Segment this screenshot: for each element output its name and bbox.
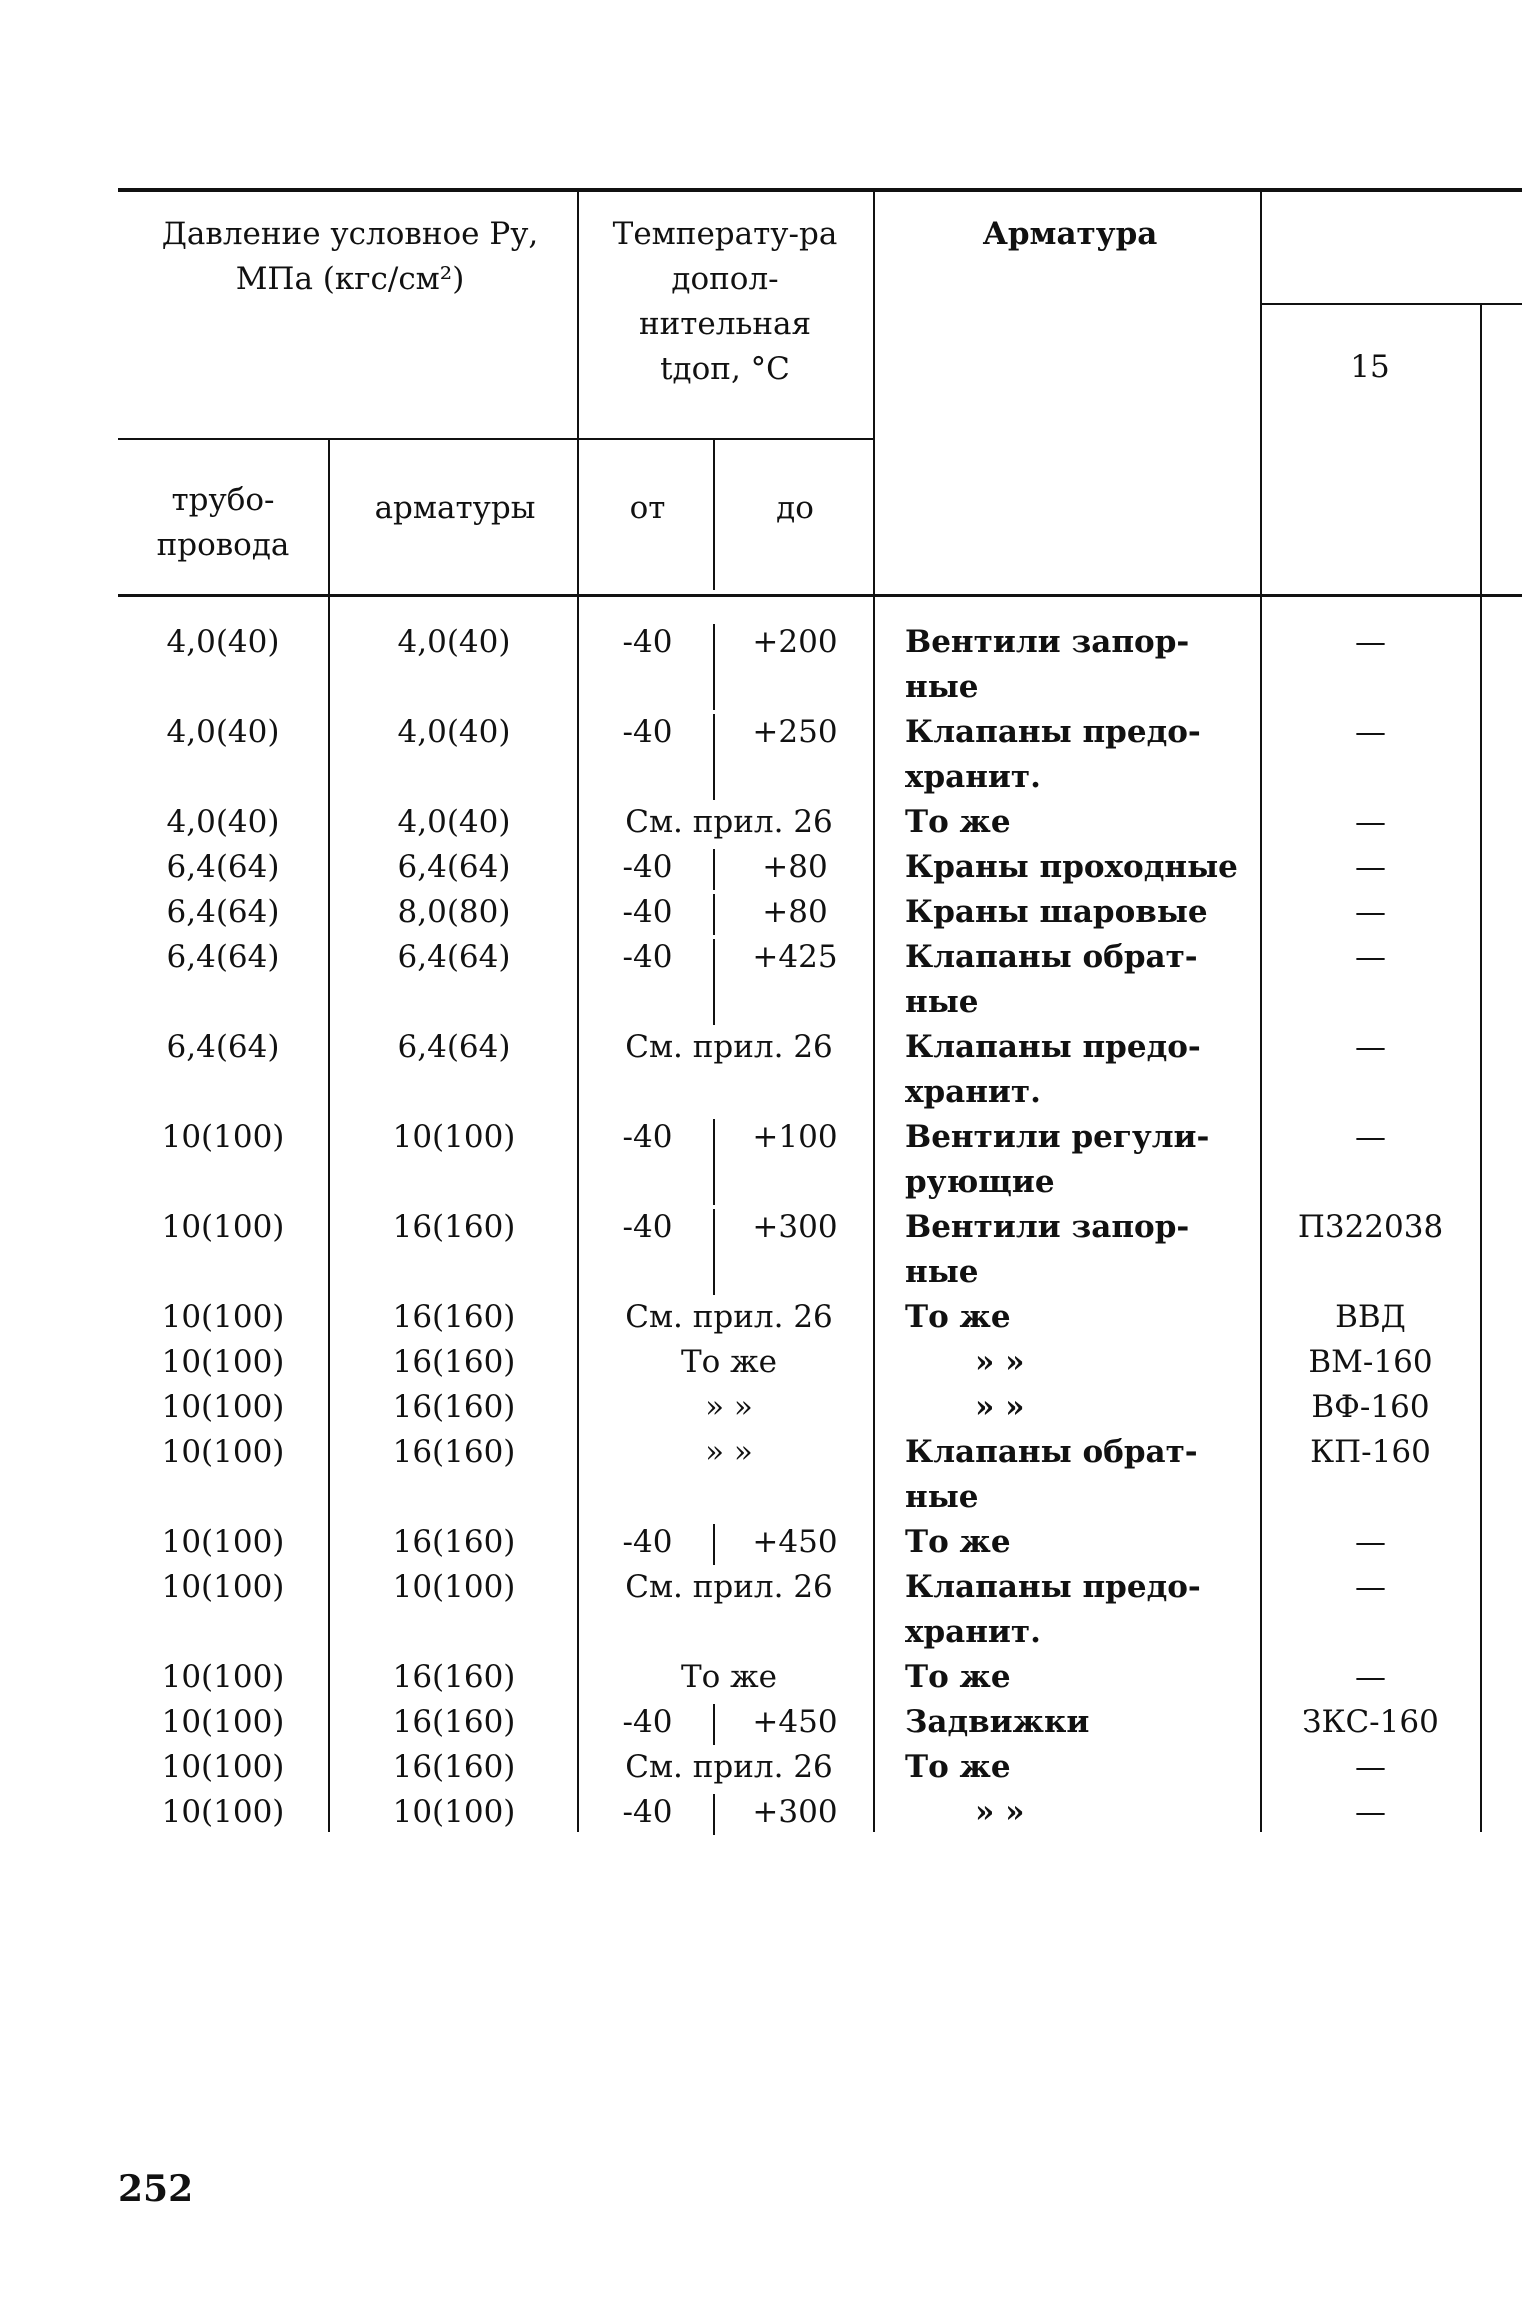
header-pressure: Давление условное Ру, МПа (кгс/см²) [161,216,539,297]
row-1-fitting-name-cont: хранит. [905,759,1041,795]
row-4-temp-from: -40 [622,894,673,930]
row-6-fitting-name-cont: хранит. [905,1074,1041,1110]
row-13-code: — [1355,1524,1386,1560]
col-divider-size [1260,190,1262,1832]
row-15-fitting-pressure: 16(160) [392,1659,516,1695]
row-2-fitting-name: То же [905,804,1011,840]
row-5-pipe-pressure: 6,4(64) [166,939,280,975]
col-divider-pipe [328,440,330,1832]
row-5-fitting-name-cont: ные [905,984,979,1020]
row-7-temp-to: +100 [752,1119,838,1155]
row-3-fitting-name: Краны проходные [905,849,1238,885]
row-2-pipe-pressure: 4,0(40) [166,804,280,840]
row-11-temp-note: » » [705,1389,753,1425]
header-pipeline: трубо-провода [156,482,290,563]
row-11-pipe-pressure: 10(100) [161,1389,285,1425]
row-5-temp-from: -40 [622,939,673,975]
row-4-temp-to: +80 [762,894,828,930]
row-5-temp-divider [713,939,715,1025]
row-8-temp-from: -40 [622,1209,673,1245]
row-10-temp-note: То же [680,1344,778,1380]
row-0-code: — [1355,624,1386,660]
row-17-code: — [1355,1749,1386,1785]
row-3-temp-to: +80 [762,849,828,885]
row-6-code: — [1355,1029,1386,1065]
row-2-temp-note: См. прил. 26 [625,804,833,840]
row-7-code: — [1355,1119,1386,1155]
header-temperature: Температу-ра допол-нительная tдоп, °C [612,216,838,387]
row-12-fitting-name-cont: ные [905,1479,979,1515]
row-0-pipe-pressure: 4,0(40) [166,624,280,660]
row-10-fitting-name: » » [975,1344,1025,1380]
row-17-fitting-pressure: 16(160) [392,1749,516,1785]
row-0-fitting-pressure: 4,0(40) [397,624,511,660]
row-18-fitting-name: » » [975,1794,1025,1830]
row-18-temp-to: +300 [752,1794,838,1830]
row-1-temp-divider [713,714,715,800]
row-13-temp-from: -40 [622,1524,673,1560]
row-0-fitting-name: Вентили запор- [905,624,1190,660]
row-9-temp-note: См. прил. 26 [625,1299,833,1335]
row-10-code: ВМ-160 [1308,1344,1433,1380]
row-8-pipe-pressure: 10(100) [161,1209,285,1245]
header-fitting: Арматура [982,216,1158,252]
header-to: до [776,490,814,526]
row-16-temp-to: +450 [752,1704,838,1740]
row-11-fitting-name: » » [975,1389,1025,1425]
row-10-pipe-pressure: 10(100) [161,1344,285,1380]
page-number: 252 [118,2168,194,2210]
row-13-fitting-pressure: 16(160) [392,1524,516,1560]
header-subrule-left [118,438,875,440]
row-15-fitting-name: То же [905,1659,1011,1695]
row-4-code: — [1355,894,1386,930]
row-18-temp-from: -40 [622,1794,673,1830]
row-4-fitting-pressure: 8,0(80) [397,894,511,930]
row-1-fitting-pressure: 4,0(40) [397,714,511,750]
row-12-temp-note: » » [705,1434,753,1470]
row-3-temp-from: -40 [622,849,673,885]
row-14-fitting-name: Клапаны предо- [905,1569,1201,1605]
row-8-temp-to: +300 [752,1209,838,1245]
row-0-temp-to: +200 [752,624,838,660]
row-7-temp-divider [713,1119,715,1205]
row-0-temp-from: -40 [622,624,673,660]
row-18-pipe-pressure: 10(100) [161,1794,285,1830]
row-3-code: — [1355,849,1386,885]
row-11-fitting-pressure: 16(160) [392,1389,516,1425]
row-9-fitting-name: То же [905,1299,1011,1335]
row-4-pipe-pressure: 6,4(64) [166,894,280,930]
header-from: от [629,490,666,526]
row-2-code: — [1355,804,1386,840]
col-divider-temp [577,190,579,1832]
row-8-fitting-name: Вентили запор- [905,1209,1190,1245]
row-16-temp-divider [713,1704,715,1745]
row-3-temp-divider [713,849,715,890]
row-16-temp-from: -40 [622,1704,673,1740]
row-13-temp-to: +450 [752,1524,838,1560]
header-size-15: 15 [1350,349,1390,385]
row-9-pipe-pressure: 10(100) [161,1299,285,1335]
row-9-fitting-pressure: 16(160) [392,1299,516,1335]
row-12-pipe-pressure: 10(100) [161,1434,285,1470]
row-2-fitting-pressure: 4,0(40) [397,804,511,840]
row-17-temp-note: См. прил. 26 [625,1749,833,1785]
row-5-temp-to: +425 [752,939,838,975]
row-5-fitting-pressure: 6,4(64) [397,939,511,975]
row-7-pipe-pressure: 10(100) [161,1119,285,1155]
col-divider-right [1480,305,1482,1832]
row-16-fitting-name: Задвижки [905,1704,1090,1740]
row-1-code: — [1355,714,1386,750]
row-10-fitting-pressure: 16(160) [392,1344,516,1380]
row-14-temp-note: См. прил. 26 [625,1569,833,1605]
row-7-fitting-pressure: 10(100) [392,1119,516,1155]
header-subrule-right [1262,303,1522,305]
row-15-pipe-pressure: 10(100) [161,1659,285,1695]
row-14-pipe-pressure: 10(100) [161,1569,285,1605]
row-11-code: ВФ-160 [1311,1389,1430,1425]
row-12-fitting-name: Клапаны обрат- [905,1434,1198,1470]
row-15-temp-note: То же [680,1659,778,1695]
row-4-fitting-name: Краны шаровые [905,894,1208,930]
row-1-temp-to: +250 [752,714,838,750]
row-14-fitting-name-cont: хранит. [905,1614,1041,1650]
row-16-pipe-pressure: 10(100) [161,1704,285,1740]
row-6-fitting-pressure: 6,4(64) [397,1029,511,1065]
row-12-code: КП-160 [1310,1434,1431,1470]
row-3-fitting-pressure: 6,4(64) [397,849,511,885]
row-13-fitting-name: То же [905,1524,1011,1560]
row-4-temp-divider [713,894,715,935]
row-13-temp-divider [713,1524,715,1565]
row-13-pipe-pressure: 10(100) [161,1524,285,1560]
row-18-code: — [1355,1794,1386,1830]
row-14-fitting-pressure: 10(100) [392,1569,516,1605]
row-8-fitting-pressure: 16(160) [392,1209,516,1245]
row-8-code: П322038 [1297,1209,1444,1245]
row-16-fitting-pressure: 16(160) [392,1704,516,1740]
row-18-temp-divider [713,1794,715,1835]
row-6-fitting-name: Клапаны предо- [905,1029,1201,1065]
row-8-temp-divider [713,1209,715,1295]
row-1-pipe-pressure: 4,0(40) [166,714,280,750]
row-7-fitting-name-cont: рующие [905,1164,1055,1200]
col-divider-fitting [873,190,875,1832]
row-8-fitting-name-cont: ные [905,1254,979,1290]
row-0-fitting-name-cont: ные [905,669,979,705]
row-0-temp-divider [713,624,715,710]
row-14-code: — [1355,1569,1386,1605]
row-6-pipe-pressure: 6,4(64) [166,1029,280,1065]
row-12-fitting-pressure: 16(160) [392,1434,516,1470]
col-divider-temp-mid [713,440,715,590]
table-top-rule [118,188,1522,192]
row-9-code: ВВД [1335,1299,1406,1335]
row-1-fitting-name: Клапаны предо- [905,714,1201,750]
header-fitting-pressure: арматуры [374,490,536,526]
row-18-fitting-pressure: 10(100) [392,1794,516,1830]
row-6-temp-note: См. прил. 26 [625,1029,833,1065]
row-5-fitting-name: Клапаны обрат- [905,939,1198,975]
row-7-fitting-name: Вентили регули- [905,1119,1210,1155]
row-17-fitting-name: То же [905,1749,1011,1785]
row-1-temp-from: -40 [622,714,673,750]
row-5-code: — [1355,939,1386,975]
row-15-code: — [1355,1659,1386,1695]
row-17-pipe-pressure: 10(100) [161,1749,285,1785]
row-3-pipe-pressure: 6,4(64) [166,849,280,885]
row-7-temp-from: -40 [622,1119,673,1155]
row-16-code: ЗКС-160 [1302,1704,1439,1740]
